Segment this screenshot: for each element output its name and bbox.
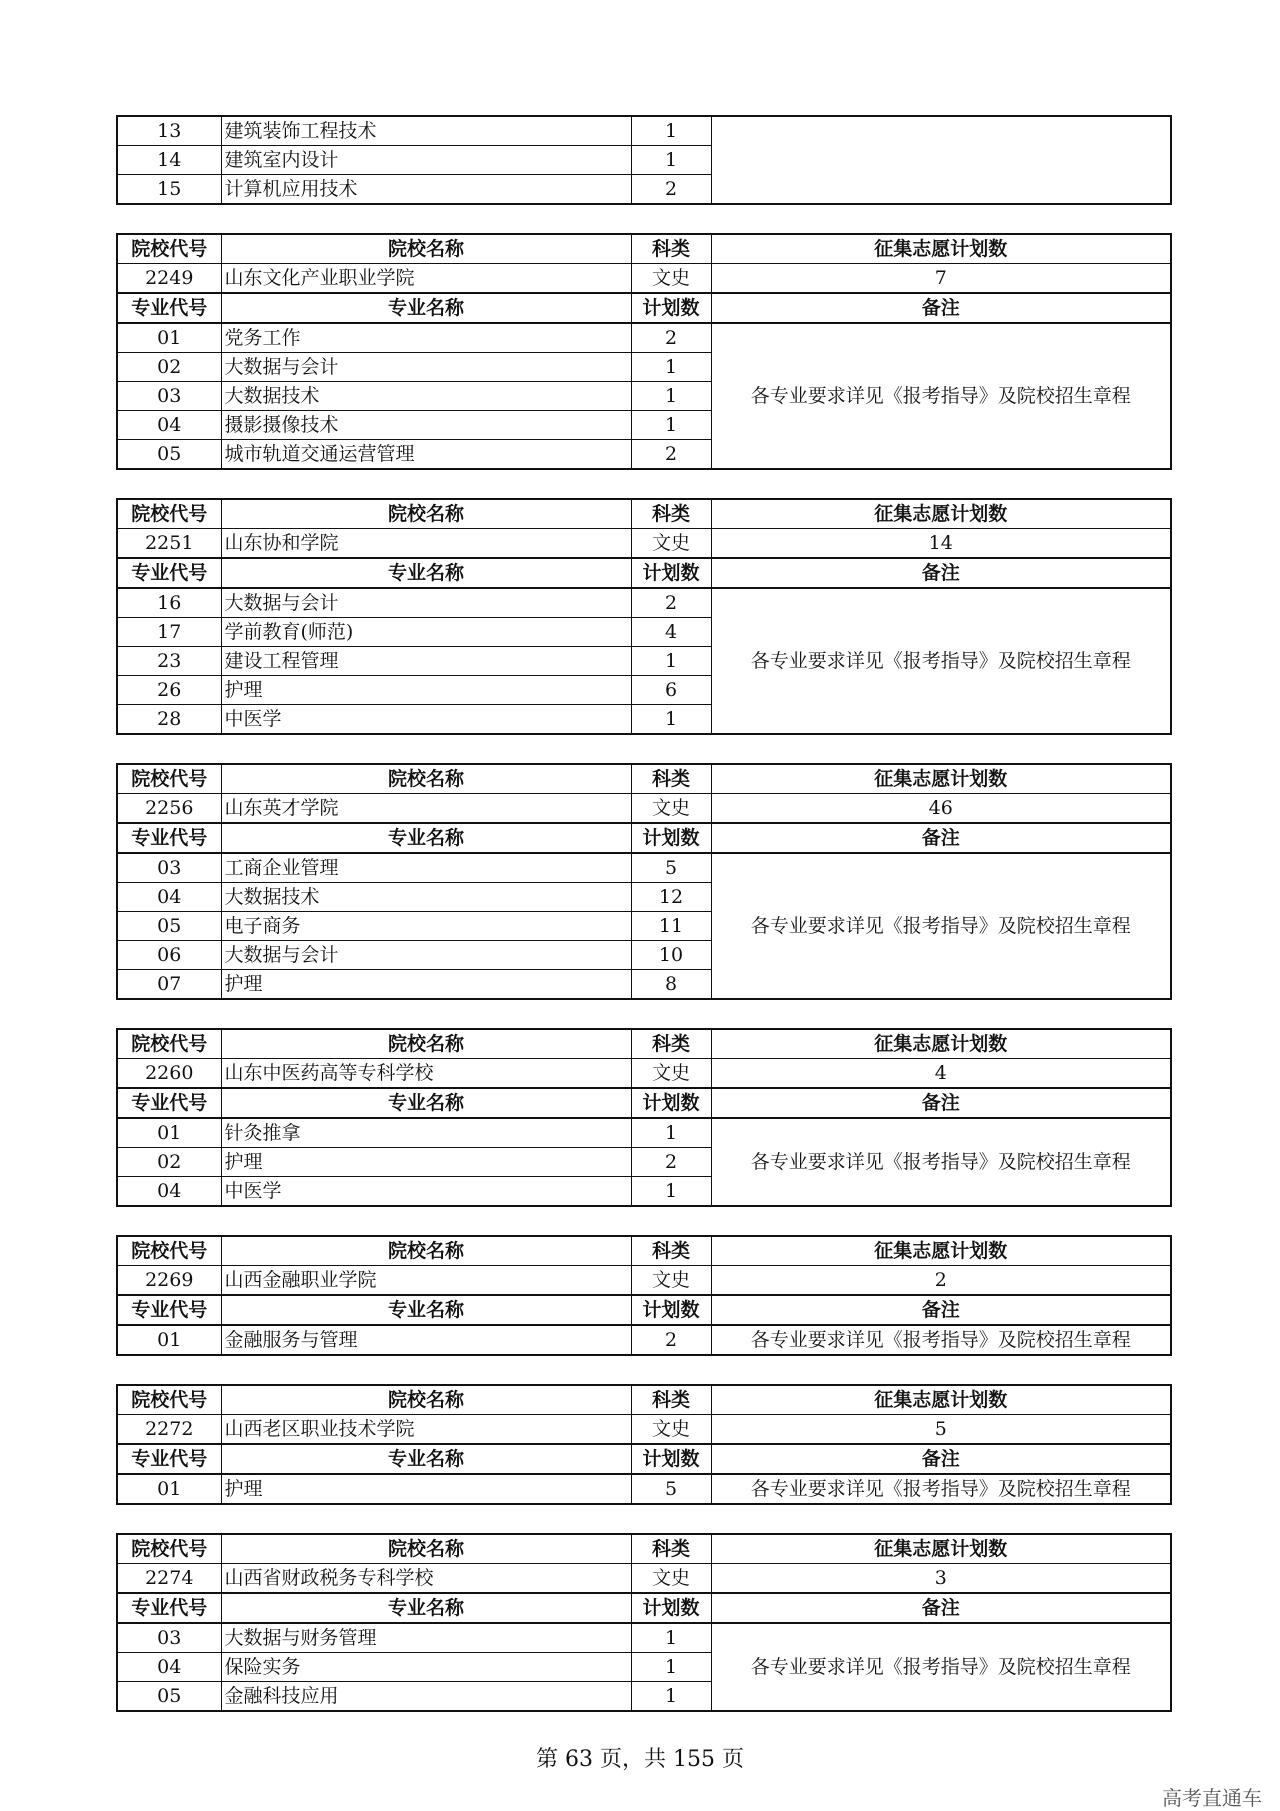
remark-note: 各专业要求详见《报考指导》及院校招生章程: [711, 1474, 1171, 1504]
school-header-row: [117, 499, 1171, 529]
major-header-row: [117, 1088, 1171, 1118]
school-plan-total: 5: [711, 1415, 1171, 1445]
remark-header: 备注: [711, 1444, 1171, 1474]
major-name: 建筑室内设计: [221, 146, 631, 175]
school-name: 山东协和学院: [221, 529, 631, 559]
major-row: [117, 1623, 1171, 1653]
school-category: 文史: [631, 1564, 711, 1594]
major-code-header: 专业代号: [117, 1295, 221, 1325]
major-row: [117, 1474, 1171, 1504]
major-row: [117, 588, 1171, 618]
school-code-header: 院校代号: [117, 234, 221, 264]
major-name-header: 专业名称: [221, 293, 631, 323]
major-name: 中医学: [221, 705, 631, 735]
major-code-header: 专业代号: [117, 558, 221, 588]
category-header: 科类: [631, 1029, 711, 1059]
major-plan-header: 计划数: [631, 1088, 711, 1118]
major-row: [117, 1118, 1171, 1148]
major-code: 03: [117, 853, 221, 883]
major-code-header: 专业代号: [117, 1088, 221, 1118]
category-header: 科类: [631, 499, 711, 529]
remark-note: 各专业要求详见《报考指导》及院校招生章程: [711, 1623, 1171, 1711]
remark-header: 备注: [711, 823, 1171, 853]
major-name: 摄影摄像技术: [221, 411, 631, 440]
school-name-header: 院校名称: [221, 1029, 631, 1059]
major-plan: 4: [631, 618, 711, 647]
major-name: 建筑装饰工程技术: [221, 116, 631, 146]
school-plan-total: 4: [711, 1059, 1171, 1089]
major-code: 16: [117, 588, 221, 618]
major-code-header: 专业代号: [117, 823, 221, 853]
major-plan: 2: [631, 323, 711, 353]
school-plan-total: 46: [711, 794, 1171, 824]
major-header-row: [117, 293, 1171, 323]
school-category: 文史: [631, 794, 711, 824]
school-block-table: [116, 1533, 1172, 1712]
school-category: 文史: [631, 529, 711, 559]
major-plan: 12: [631, 883, 711, 912]
major-name-header: 专业名称: [221, 558, 631, 588]
school-name: 山东文化产业职业学院: [221, 264, 631, 294]
major-plan: 2: [631, 1148, 711, 1177]
major-code: 06: [117, 941, 221, 970]
school-code-header: 院校代号: [117, 1236, 221, 1266]
school-block-table: [116, 1384, 1172, 1505]
school-plan-total: 14: [711, 529, 1171, 559]
category-header: 科类: [631, 234, 711, 264]
major-name: 大数据与会计: [221, 941, 631, 970]
remark-note: 各专业要求详见《报考指导》及院校招生章程: [711, 323, 1171, 469]
school-name: 山西老区职业技术学院: [221, 1415, 631, 1445]
major-name: 建设工程管理: [221, 647, 631, 676]
school-info-row: [117, 529, 1171, 559]
major-header-row: [117, 1593, 1171, 1623]
school-name-header: 院校名称: [221, 1534, 631, 1564]
school-plan-total: 7: [711, 264, 1171, 294]
admission-plan-tables: [116, 115, 1170, 1740]
plan-total-header: 征集志愿计划数: [711, 1236, 1171, 1266]
major-name-header: 专业名称: [221, 1444, 631, 1474]
major-name: 大数据技术: [221, 883, 631, 912]
school-name: 山东中医药高等专科学校: [221, 1059, 631, 1089]
page-number: 第 63 页，共 155 页: [536, 1747, 744, 1772]
school-code: 2272: [117, 1415, 221, 1445]
school-block-table: [116, 1028, 1172, 1207]
school-category: 文史: [631, 1415, 711, 1445]
major-code: 05: [117, 440, 221, 470]
major-code: 03: [117, 1623, 221, 1653]
school-code: 2256: [117, 794, 221, 824]
major-code: 05: [117, 912, 221, 941]
school-category: 文史: [631, 1059, 711, 1089]
school-name-header: 院校名称: [221, 1236, 631, 1266]
major-name: 金融服务与管理: [221, 1325, 631, 1355]
remark-note: 各专业要求详见《报考指导》及院校招生章程: [711, 588, 1171, 734]
school-block-table: [116, 233, 1172, 470]
school-header-row: [117, 234, 1171, 264]
school-code: 2274: [117, 1564, 221, 1594]
major-name: 护理: [221, 676, 631, 705]
major-code: 13: [117, 116, 221, 146]
major-plan: 1: [631, 1623, 711, 1653]
major-code: 04: [117, 411, 221, 440]
school-code: 2251: [117, 529, 221, 559]
major-plan: 1: [631, 1682, 711, 1712]
major-name: 电子商务: [221, 912, 631, 941]
major-row: [117, 323, 1171, 353]
major-name: 大数据与会计: [221, 353, 631, 382]
school-name-header: 院校名称: [221, 234, 631, 264]
major-name-header: 专业名称: [221, 1593, 631, 1623]
remark-note: 各专业要求详见《报考指导》及院校招生章程: [711, 1118, 1171, 1206]
major-plan: 1: [631, 705, 711, 735]
major-plan-header: 计划数: [631, 1444, 711, 1474]
major-name: 计算机应用技术: [221, 175, 631, 205]
major-code: 04: [117, 1177, 221, 1207]
school-header-row: [117, 1385, 1171, 1415]
major-name: 针灸推拿: [221, 1118, 631, 1148]
school-block-table: [116, 498, 1172, 735]
school-name: 山西省财政税务专科学校: [221, 1564, 631, 1594]
major-plan: 8: [631, 970, 711, 1000]
school-block-table: [116, 1235, 1172, 1356]
category-header: 科类: [631, 764, 711, 794]
school-info-row: [117, 264, 1171, 294]
school-name-header: 院校名称: [221, 764, 631, 794]
major-plan: 2: [631, 588, 711, 618]
remark-header: 备注: [711, 1295, 1171, 1325]
major-code: 05: [117, 1682, 221, 1712]
major-code: 01: [117, 1325, 221, 1355]
school-code: 2249: [117, 264, 221, 294]
major-code: 01: [117, 1474, 221, 1504]
major-plan-header: 计划数: [631, 823, 711, 853]
major-name: 城市轨道交通运营管理: [221, 440, 631, 470]
school-header-row: [117, 1534, 1171, 1564]
school-info-row: [117, 1415, 1171, 1445]
school-code: 2260: [117, 1059, 221, 1089]
major-plan: 1: [631, 411, 711, 440]
major-plan: 1: [631, 1118, 711, 1148]
major-code: 17: [117, 618, 221, 647]
school-code: 2269: [117, 1266, 221, 1296]
school-header-row: [117, 764, 1171, 794]
major-plan-header: 计划数: [631, 293, 711, 323]
major-plan: 1: [631, 146, 711, 175]
major-name: 大数据与财务管理: [221, 1623, 631, 1653]
school-info-row: [117, 1564, 1171, 1594]
remark-empty: [711, 116, 1171, 204]
major-code: 07: [117, 970, 221, 1000]
major-plan: 1: [631, 1177, 711, 1207]
major-plan: 1: [631, 647, 711, 676]
major-plan-header: 计划数: [631, 558, 711, 588]
major-plan: 2: [631, 175, 711, 205]
major-code: 02: [117, 353, 221, 382]
school-name: 山西金融职业学院: [221, 1266, 631, 1296]
major-plan-header: 计划数: [631, 1295, 711, 1325]
major-name: 大数据技术: [221, 382, 631, 411]
major-code: 02: [117, 1148, 221, 1177]
school-code-header: 院校代号: [117, 1029, 221, 1059]
school-name-header: 院校名称: [221, 1385, 631, 1415]
major-name: 护理: [221, 1148, 631, 1177]
school-name: 山东英才学院: [221, 794, 631, 824]
major-code-header: 专业代号: [117, 1444, 221, 1474]
major-plan: 1: [631, 353, 711, 382]
remark-header: 备注: [711, 1088, 1171, 1118]
major-header-row: [117, 823, 1171, 853]
major-row: [117, 116, 1171, 146]
major-code: 14: [117, 146, 221, 175]
major-code-header: 专业代号: [117, 1593, 221, 1623]
major-code: 15: [117, 175, 221, 205]
remark-header: 备注: [711, 1593, 1171, 1623]
school-code-header: 院校代号: [117, 499, 221, 529]
major-plan: 5: [631, 1474, 711, 1504]
major-name: 大数据与会计: [221, 588, 631, 618]
major-name: 护理: [221, 1474, 631, 1504]
school-code-header: 院校代号: [117, 764, 221, 794]
major-plan: 1: [631, 382, 711, 411]
school-info-row: [117, 1059, 1171, 1089]
plan-total-header: 征集志愿计划数: [711, 1029, 1171, 1059]
major-name: 党务工作: [221, 323, 631, 353]
major-plan: 10: [631, 941, 711, 970]
continuation-table: [116, 115, 1172, 205]
school-info-row: [117, 794, 1171, 824]
major-plan: 2: [631, 440, 711, 470]
major-name: 护理: [221, 970, 631, 1000]
school-info-row: [117, 1266, 1171, 1296]
school-code-header: 院校代号: [117, 1385, 221, 1415]
major-code: 28: [117, 705, 221, 735]
major-name: 工商企业管理: [221, 853, 631, 883]
remark-header: 备注: [711, 293, 1171, 323]
major-plan: 6: [631, 676, 711, 705]
major-code: 23: [117, 647, 221, 676]
major-header-row: [117, 1444, 1171, 1474]
plan-total-header: 征集志愿计划数: [711, 1534, 1171, 1564]
school-code-header: 院校代号: [117, 1534, 221, 1564]
major-name: 保险实务: [221, 1653, 631, 1682]
school-name-header: 院校名称: [221, 499, 631, 529]
school-category: 文史: [631, 1266, 711, 1296]
major-plan: 5: [631, 853, 711, 883]
major-header-row: [117, 1295, 1171, 1325]
major-row: [117, 853, 1171, 883]
school-header-row: [117, 1029, 1171, 1059]
major-code: 04: [117, 883, 221, 912]
category-header: 科类: [631, 1385, 711, 1415]
plan-total-header: 征集志愿计划数: [711, 234, 1171, 264]
plan-total-header: 征集志愿计划数: [711, 1385, 1171, 1415]
school-header-row: [117, 1236, 1171, 1266]
plan-total-header: 征集志愿计划数: [711, 499, 1171, 529]
major-plan: 1: [631, 116, 711, 146]
major-header-row: [117, 558, 1171, 588]
major-plan: 11: [631, 912, 711, 941]
major-name: 金融科技应用: [221, 1682, 631, 1712]
major-code: 01: [117, 323, 221, 353]
watermark-text: 高考直通车: [1162, 1786, 1262, 1810]
major-code: 01: [117, 1118, 221, 1148]
major-plan: 2: [631, 1325, 711, 1355]
major-code: 26: [117, 676, 221, 705]
school-block-table: [116, 763, 1172, 1000]
major-name-header: 专业名称: [221, 823, 631, 853]
major-plan-header: 计划数: [631, 1593, 711, 1623]
major-name-header: 专业名称: [221, 1295, 631, 1325]
school-plan-total: 2: [711, 1266, 1171, 1296]
major-row: [117, 1325, 1171, 1355]
major-code: 03: [117, 382, 221, 411]
plan-total-header: 征集志愿计划数: [711, 764, 1171, 794]
category-header: 科类: [631, 1534, 711, 1564]
major-name: 学前教育(师范): [221, 618, 631, 647]
remark-header: 备注: [711, 558, 1171, 588]
remark-note: 各专业要求详见《报考指导》及院校招生章程: [711, 853, 1171, 999]
major-name: 中医学: [221, 1177, 631, 1207]
remark-note: 各专业要求详见《报考指导》及院校招生章程: [711, 1325, 1171, 1355]
school-category: 文史: [631, 264, 711, 294]
major-code: 04: [117, 1653, 221, 1682]
category-header: 科类: [631, 1236, 711, 1266]
major-name-header: 专业名称: [221, 1088, 631, 1118]
major-code-header: 专业代号: [117, 293, 221, 323]
school-plan-total: 3: [711, 1564, 1171, 1594]
major-plan: 1: [631, 1653, 711, 1682]
